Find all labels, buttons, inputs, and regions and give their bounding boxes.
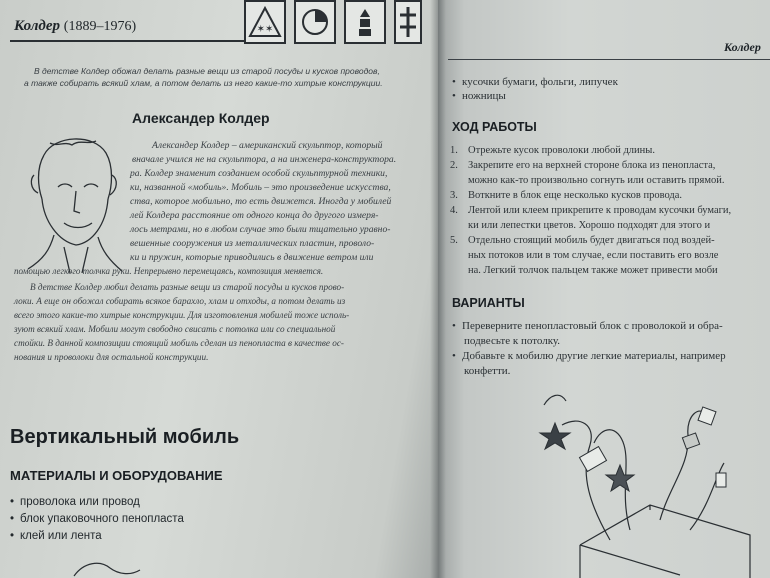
variant-text: Добавьте к мобилю другие легкие материалы, например [462, 350, 726, 362]
material-item: • кусочки бумаги, фольги, липучек [452, 76, 618, 88]
running-head-right: Колдер [724, 40, 761, 54]
header-rule-right [448, 59, 770, 60]
bio-line-14: зуют всякий хлам. Мобили могут свободно свисать с потолка или со специальной [14, 324, 336, 334]
step-number: 5. [450, 235, 458, 246]
bio-line-4: ки, названной «мобиль». Мобиль – это произведение искусства, [130, 182, 391, 193]
material-item: • клей или лента [10, 530, 102, 542]
step-number: 1. [450, 145, 458, 156]
running-head-left [14, 18, 136, 35]
variant-text-cont: конфетти. [464, 365, 511, 377]
variants-heading: ВАРИАНТЫ [452, 296, 525, 310]
material-text: блок упаковочного пенопласта [20, 513, 184, 525]
step-item [450, 235, 715, 246]
step-text-cont: можно как-то произвольно согнуть или оставить прямой. [468, 175, 725, 186]
bio-line-9: ки и пружин, которые приводились в движение ветром или [130, 252, 374, 263]
intro-line-1: В детстве Колдер обожал делать разные вещи из старой посуды и кусков проводов, [34, 66, 380, 76]
step-text-cont: ки или лепестки цветов. Хорошо подходят для этого и [468, 220, 711, 231]
bio-line-12: локи. А еще он обожал собирать всякое барахло, хлам и отходы, а потом делать из [14, 296, 346, 306]
step-text: Лентой или клеем прикрепите к проводам кусочки бумаги, [468, 205, 732, 216]
bio-line-3: ра. Колдер знаменит созданием особой скульптурной техники, [130, 168, 388, 179]
step-item [450, 160, 715, 171]
bio-line-15: стойки. В данной композиции стоящий мобиль сделан из пенопласта в качестве ос- [14, 338, 344, 348]
step-item [450, 205, 731, 216]
step-text-cont: на. Легкий толчок пальцем также может привести моби [468, 265, 718, 276]
variant-item: • Добавьте к мобилю другие легкие материалы, например [452, 350, 726, 362]
bio-heading: Александер Колдер [132, 110, 270, 126]
materials-heading: МАТЕРИАЛЫ И ОБОРУДОВАНИЕ [10, 468, 223, 483]
step-text: Закрепите его на верхней стороне блока из пенопласта, [468, 160, 716, 171]
step-number: 2. [450, 160, 458, 171]
section-title: Вертикальный мобиль [10, 426, 240, 448]
material-text: клей или лента [20, 530, 102, 542]
variant-item: • Переверните пенопластовый блок с проволокой и обра- [452, 320, 723, 332]
stars-triangle-icon [244, 0, 286, 44]
material-item: • проволока или провод [10, 496, 140, 508]
material-item: • блок упаковочного пенопласта [10, 513, 184, 525]
bio-line-1: Александер Колдер – американский скульптор, который [152, 140, 383, 151]
step-text-cont: ных потоков или в том случае, если поставить его возле [468, 250, 719, 261]
circle-quadrant-icon [294, 0, 336, 44]
bio-line-11: В детстве Колдер любил делать разные вещи из старой посуды и кусков прово- [30, 282, 345, 292]
running-head-name: Колдер [14, 18, 61, 34]
mobile-sculpture-illustration [520, 385, 770, 578]
step-text: Отдельно стоящий мобиль будет двигаться под воздей- [468, 235, 715, 246]
intro-line-2: а также собирать всякий хлам, а потом делать из него какие-то хитрые конструкции. [24, 78, 383, 88]
svg-text:✶✶: ✶✶ [256, 24, 274, 35]
bio-line-8: вешенные сооружения из металлических пластин, проволо- [130, 238, 375, 249]
figure-icon [344, 0, 386, 44]
wire-curl-illustration [70, 548, 160, 578]
bio-line-2: вначале учился не на скульптора, а на инженера-конструктора. [132, 154, 397, 165]
bio-line-16: нования и проволоки для остальной конструкции. [14, 352, 209, 362]
bio-line-10: помощью легкого толчка руки. Непрерывно перемещаясь, композиция меняется. [14, 266, 324, 276]
step-number: 3. [450, 190, 458, 201]
material-text: кусочки бумаги, фольги, липучек [462, 76, 618, 88]
work-heading: ХОД РАБОТЫ [452, 120, 537, 134]
snowflake-icon [394, 0, 422, 44]
step-item [450, 190, 682, 201]
header-icon-strip [244, 0, 422, 44]
variant-text: Переверните пенопластовый блок с проволокой и обра- [462, 320, 723, 332]
step-text: Воткните в блок еще несколько кусков провода. [468, 190, 683, 201]
header-rule-left [10, 40, 250, 42]
material-text: ножницы [462, 90, 506, 102]
step-text: Отрежьте кусок проволоки любой длины. [468, 145, 655, 156]
running-head-years: (1889–1976) [63, 19, 137, 34]
step-number: 4. [450, 205, 458, 216]
step-item [450, 145, 655, 156]
bio-line-6: лей Колдера расстояние от одного конца до другого измеря- [130, 210, 379, 221]
book-spine-shadow [430, 0, 446, 578]
bio-line-13: всего этого какие-то хитрые конструкции. Для изготовления мобилей тоже исполь- [14, 310, 350, 320]
bio-line-7: лось метрами, но в любом случае это были тщательно уравно- [130, 224, 391, 235]
material-item: • ножницы [452, 90, 506, 102]
variant-text-cont: подвесьте к потолку. [464, 335, 561, 347]
material-text: проволока или провод [20, 496, 140, 508]
bio-line-5: ства, которое мобильно, то есть движется. Иногда у мобилей [130, 196, 392, 207]
calder-portrait-illustration [14, 125, 126, 275]
